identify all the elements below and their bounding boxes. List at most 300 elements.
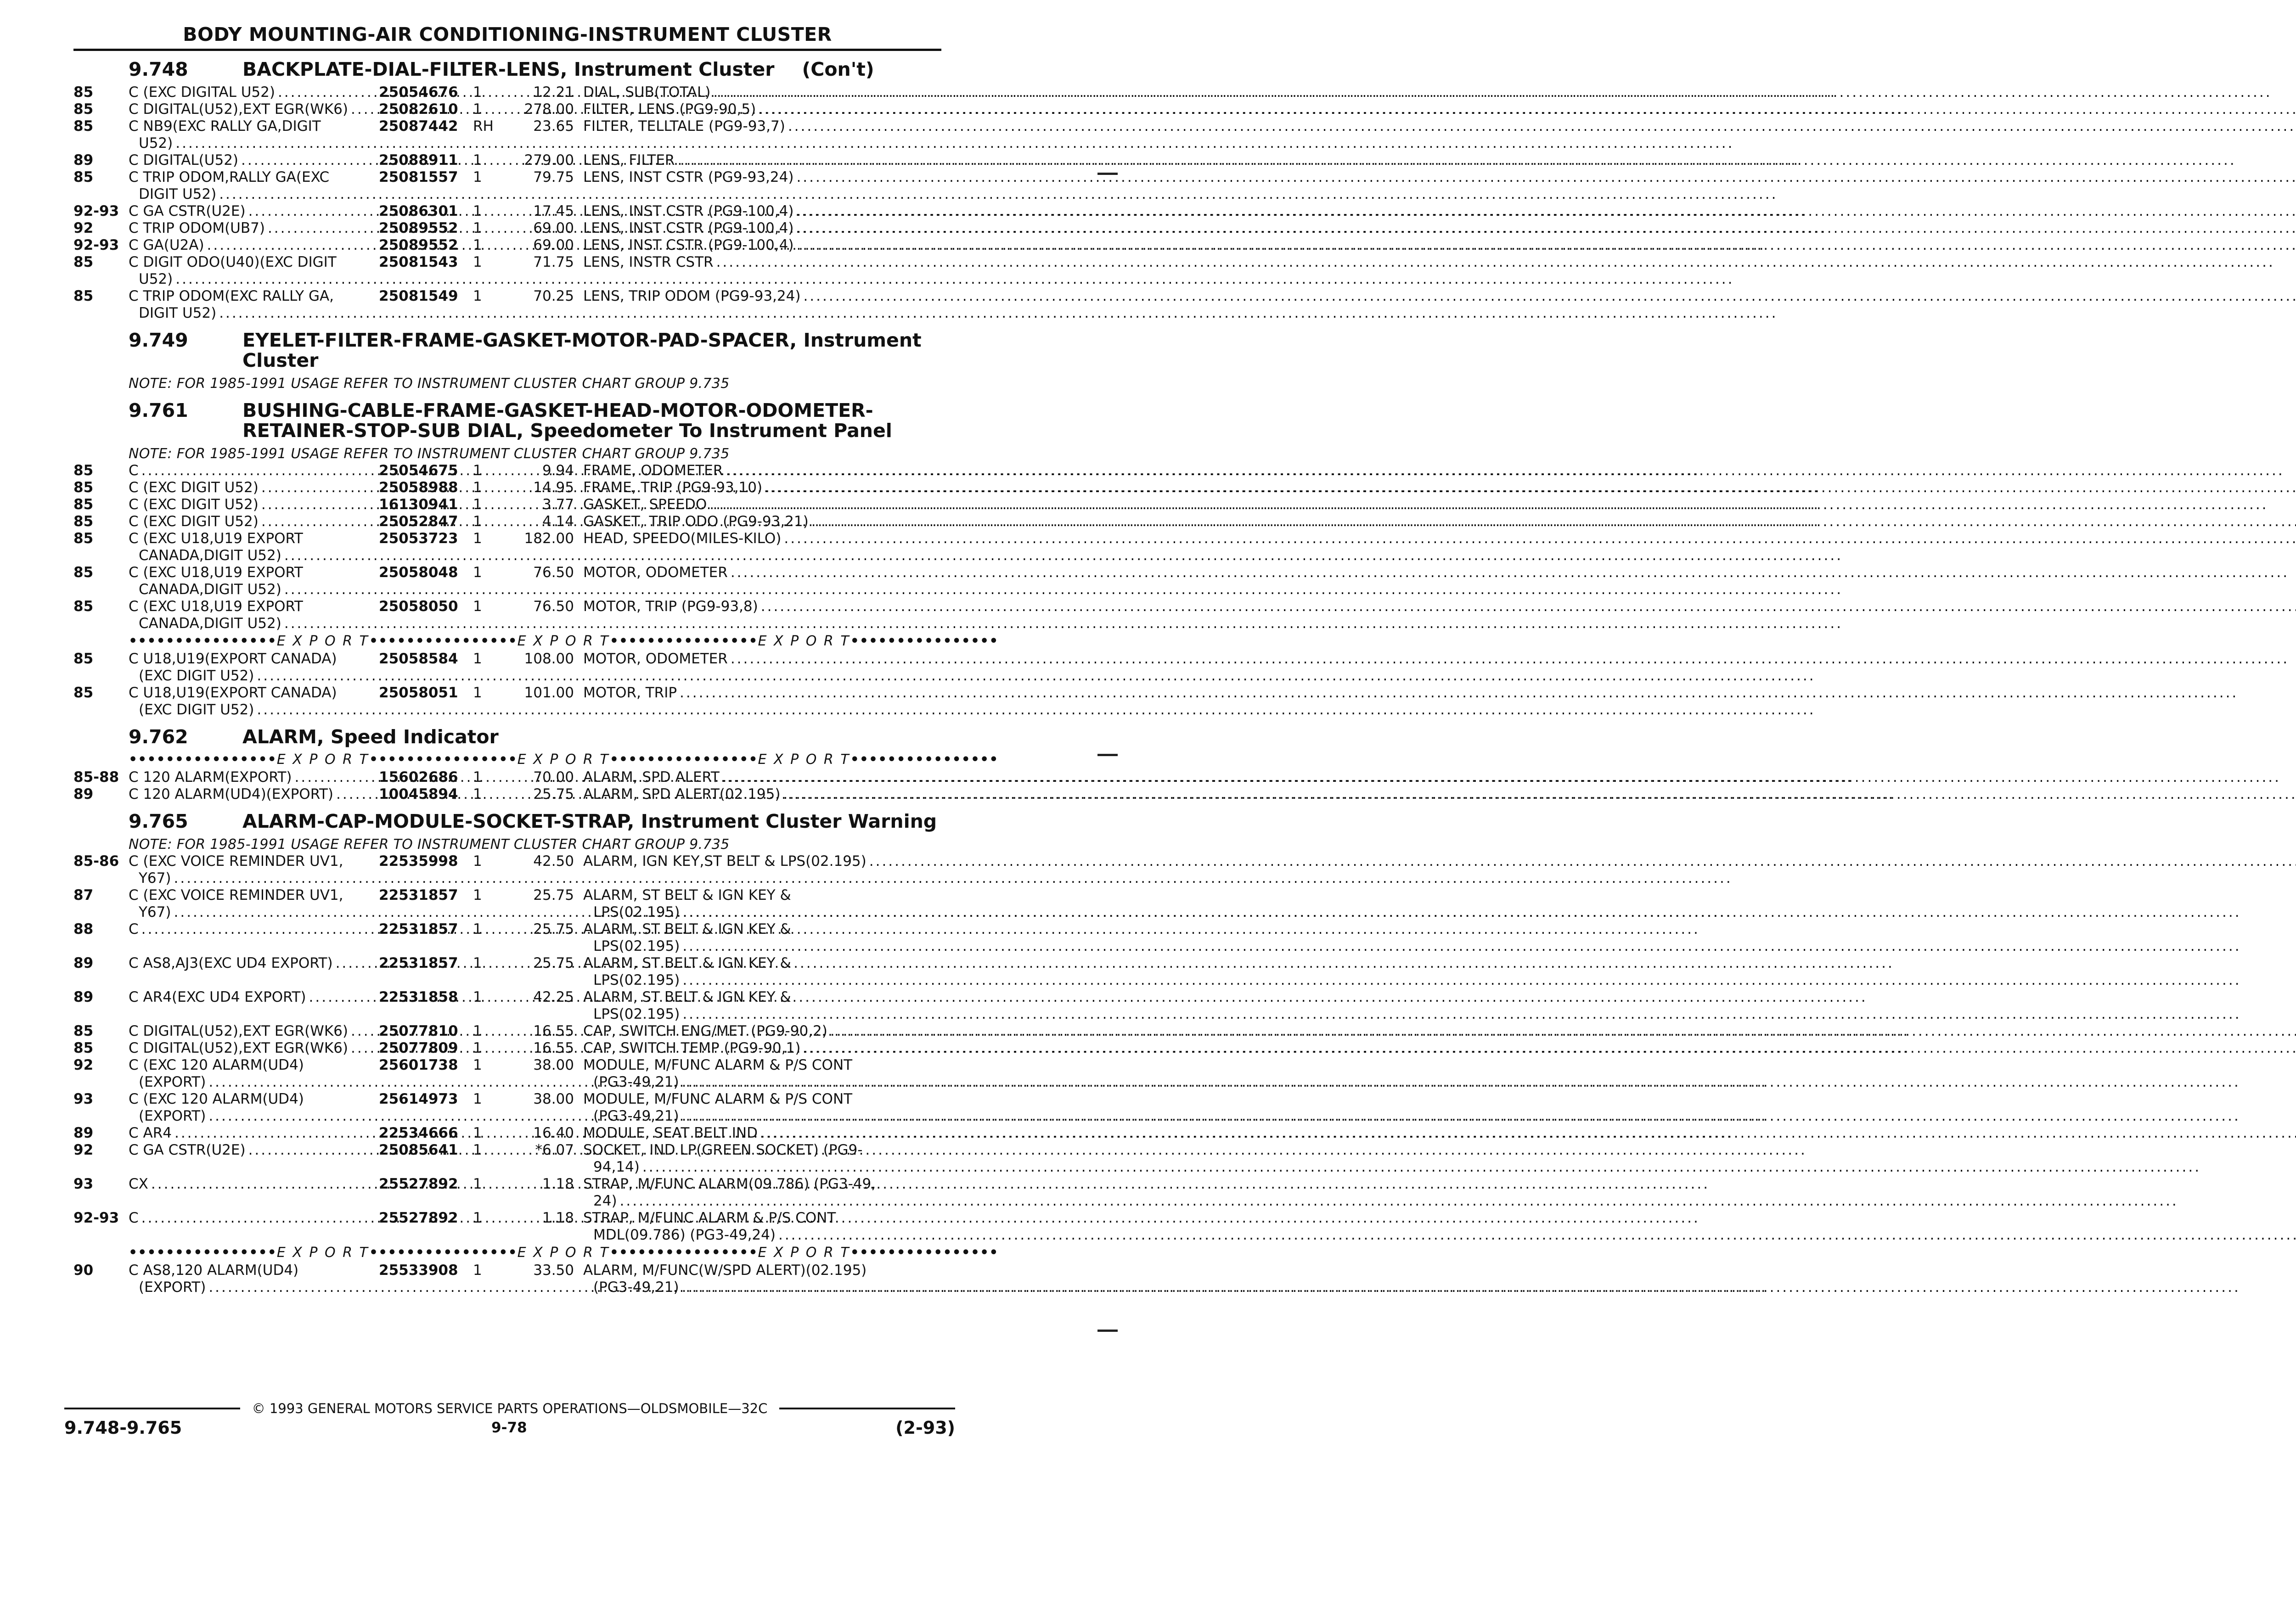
part-name (583, 1176, 2178, 1210)
part-name (583, 853, 2296, 887)
price: 9.94 (542, 462, 574, 479)
model-year: 85 (73, 101, 94, 118)
part-name-line (583, 1125, 2296, 1142)
leader-dots (811, 513, 2296, 530)
part-name-text: LPS(02.195) (593, 972, 680, 988)
section-title (242, 400, 946, 441)
usage-description (129, 254, 379, 288)
usage-line (129, 237, 379, 254)
part-name-line (583, 513, 2296, 530)
part-name-text: SOCKET, IND LP(GREEN SOCKET) (PG9- (583, 1142, 863, 1158)
model-year: 85 (73, 1040, 94, 1056)
part-name (583, 118, 2296, 152)
part-name-text: 24) (593, 1193, 617, 1209)
export-label: E X P O R T (517, 1245, 610, 1261)
model-year: 89 (73, 152, 94, 168)
part-number: 22531858 (379, 989, 458, 1005)
parts-row (73, 118, 946, 152)
part-name-line (583, 254, 2275, 271)
leader-dots (765, 479, 2296, 496)
price: 1.18 (542, 1210, 574, 1226)
usage-text: C TRIP ODOM(EXC RALLY GA, (129, 288, 334, 304)
part-number: 25085641 (379, 1142, 458, 1158)
usage-text: C GA(U2A) (129, 237, 204, 253)
price: 16.55 (533, 1023, 574, 1039)
usage-description (129, 84, 379, 101)
model-year: 85-88 (73, 769, 119, 786)
price: 70.00 (533, 769, 574, 786)
usage-line (129, 853, 379, 870)
usage-line (129, 1074, 379, 1091)
quantity: 1 (473, 651, 482, 667)
usage-description (129, 955, 379, 989)
part-name (583, 769, 2281, 786)
price: 25.75 (533, 786, 574, 802)
usage-line (129, 769, 379, 786)
part-number: 25086301 (379, 203, 458, 219)
part-name-line (583, 1176, 2178, 1193)
usage-text: C (EXC U18,U19 EXPORT (129, 564, 303, 581)
price: 42.50 (533, 853, 574, 870)
model-year: 92 (73, 1057, 94, 1073)
quantity: 1 (473, 203, 482, 219)
usage-line (129, 786, 379, 803)
part-name-text: (PG3-49,21) (593, 1074, 679, 1090)
part-name (583, 530, 2296, 564)
model-year: 85 (73, 254, 94, 270)
usage-line (129, 513, 379, 530)
section-heading (73, 811, 946, 831)
parts-row (73, 479, 946, 496)
part-name-text: 94,14) (593, 1159, 640, 1175)
leader-dots (716, 254, 2275, 271)
price: 69.00 (533, 237, 574, 253)
part-name-line (583, 1091, 2240, 1108)
parts-row (73, 564, 946, 598)
quantity: 1 (473, 955, 482, 971)
footer-page-number: 9-78 (491, 1420, 527, 1436)
usage-text: (EXPORT) (139, 1108, 206, 1124)
quantity: 1 (473, 921, 482, 937)
part-name-line (583, 1040, 2296, 1057)
parts-row (73, 1262, 946, 1296)
model-year: 85 (73, 564, 94, 581)
usage-description (129, 513, 379, 530)
leader-dots (722, 769, 2281, 786)
usage-line (129, 615, 379, 632)
parts-row (73, 169, 946, 203)
model-year: 85 (73, 1023, 94, 1039)
usage-description (129, 887, 379, 921)
export-stars: •••••••••••••••• (369, 633, 518, 649)
price: 4.14 (542, 513, 574, 530)
usage-description (129, 496, 379, 513)
margin-tick-mark (1097, 173, 1118, 175)
leader-dots (731, 564, 2289, 581)
part-name-text: MODULE, M/FUNC ALARM & P/S CONT (583, 1057, 853, 1073)
part-number: 25053723 (379, 530, 458, 547)
part-name-line (583, 651, 2289, 668)
parts-row (73, 101, 946, 118)
part-name-line (583, 989, 2241, 1006)
usage-text: C (EXC 120 ALARM(UD4) (129, 1057, 304, 1073)
price: 25.75 (533, 887, 574, 903)
usage-text: C (EXC DIGITAL U52) (129, 84, 275, 101)
section-number: 9.748 (129, 58, 188, 80)
export-label: E X P O R T (276, 1245, 369, 1261)
part-name-line (583, 938, 2241, 955)
parts-row (73, 1091, 946, 1125)
part-name-text: ALARM, ST BELT & IGN KEY & (583, 921, 791, 937)
section-heading (73, 59, 946, 79)
part-number: 25087442 (379, 118, 458, 135)
part-name-text: MOTOR, TRIP (PG9-93,8) (583, 598, 758, 615)
leader-dots (783, 786, 2296, 803)
section-note: NOTE: FOR 1985-1991 USAGE REFER TO INSTRUMENT CLUSTER CHART GROUP 9.735 (129, 446, 730, 462)
usage-text: C (EXC VOICE REMINDER UV1, (129, 853, 343, 870)
usage-line (129, 921, 379, 938)
part-name-line (583, 152, 2236, 169)
footer-section-range: 9.748-9.765 (64, 1418, 182, 1438)
part-name (583, 254, 2275, 288)
parts-row (73, 1142, 946, 1176)
usage-description (129, 1091, 379, 1125)
model-year: 89 (73, 1125, 94, 1141)
part-name (583, 1262, 2240, 1296)
leader-dots (869, 853, 2296, 870)
quantity: 1 (473, 84, 482, 101)
section-title-text: BUSHING-CABLE-FRAME-GASKET-HEAD-MOTOR-ODOMETER-RETAINER-STOP-SUB DIAL, Speedometer To Instrument Panel (242, 399, 892, 442)
usage-text: C AS8,120 ALARM(UD4) (129, 1262, 299, 1279)
part-name-text: FRAME, TRIP (PG9-93,10) (583, 479, 763, 496)
section-title-text: ALARM-CAP-MODULE-SOCKET-STRAP, Instrument Cluster Warning (242, 810, 937, 832)
part-name (583, 496, 2268, 513)
model-year: 90 (73, 1262, 94, 1279)
parts-row (73, 496, 946, 513)
price: 76.50 (533, 564, 574, 581)
export-divider (73, 752, 999, 768)
part-number: 25533908 (379, 1262, 458, 1279)
export-stars: •••••••••••••••• (850, 633, 999, 649)
usage-line (129, 462, 379, 479)
price: 79.75 (533, 169, 574, 185)
quantity: 1 (473, 152, 482, 168)
usage-line (129, 887, 379, 904)
quantity: 1 (473, 887, 482, 903)
usage-line (129, 685, 379, 701)
usage-description (129, 989, 379, 1023)
usage-text: (EXC DIGIT U52) (139, 701, 254, 718)
part-name-line (583, 955, 2241, 972)
part-name-line (583, 84, 2272, 101)
usage-text: C AR4 (129, 1125, 172, 1141)
price: 278.00 (524, 101, 574, 118)
leader-dots (682, 1006, 2241, 1023)
usage-text: C GA CSTR(U2E) (129, 1142, 246, 1158)
usage-line (129, 870, 379, 887)
usage-description (129, 152, 379, 169)
usage-text: C (EXC VOICE REMINDER UV1, (129, 887, 343, 903)
leader-dots (760, 1125, 2296, 1142)
part-name (583, 1057, 2240, 1091)
parts-row (73, 462, 946, 479)
usage-description (129, 1176, 379, 1210)
usage-text: C TRIP ODOM,RALLY GA(EXC (129, 169, 330, 185)
leader-dots (682, 972, 2241, 989)
usage-text: C (EXC DIGIT U52) (129, 479, 259, 496)
quantity: 1 (473, 1125, 482, 1141)
part-name-line (583, 1193, 2178, 1210)
parts-row (73, 887, 946, 921)
export-stars: •••••••••••••••• (850, 752, 999, 768)
section-heading (73, 330, 946, 370)
model-year: 87 (73, 887, 94, 903)
usage-text: C U18,U19(EXPORT CANADA) (129, 685, 337, 701)
parts-row (73, 598, 946, 632)
usage-text: C DIGITAL(U52) (129, 152, 239, 168)
leader-dots (713, 84, 2272, 101)
export-stars: •••••••••••••••• (609, 752, 758, 768)
usage-description (129, 921, 379, 955)
footer-rule-left (64, 1408, 240, 1409)
usage-text: C TRIP ODOM(UB7) (129, 220, 265, 236)
part-name-line (583, 1279, 2240, 1296)
price: 101.00 (524, 685, 574, 701)
quantity: 1 (473, 220, 482, 236)
usage-text: (EXC DIGIT U52) (139, 668, 254, 684)
section-note: NOTE: FOR 1985-1991 USAGE REFER TO INSTRUMENT CLUSTER CHART GROUP 9.735 (129, 836, 730, 853)
leader-dots (682, 938, 2241, 955)
usage-text: C (129, 921, 139, 937)
price: 25.75 (533, 955, 574, 971)
parts-row (73, 955, 946, 989)
export-divider (73, 1245, 999, 1261)
part-name (583, 685, 2238, 718)
part-name (583, 101, 2296, 118)
parts-row (73, 786, 946, 803)
footer-copyright-line (64, 1399, 955, 1418)
usage-line (129, 1279, 379, 1296)
usage-text: C DIGIT ODO(U40)(EXC DIGIT (129, 254, 337, 270)
usage-line (129, 169, 379, 186)
usage-description (129, 220, 379, 237)
quantity: 1 (473, 685, 482, 701)
parts-row (73, 288, 946, 322)
leader-dots (803, 1040, 2296, 1057)
part-name-text: (PG3-49,21) (593, 1279, 679, 1296)
part-name-line (583, 530, 2296, 547)
export-stars: •••••••••••••••• (850, 1245, 999, 1261)
export-stars: •••••••••••••••• (129, 752, 277, 768)
usage-description (129, 169, 379, 203)
section-note: NOTE: FOR 1985-1991 USAGE REFER TO INSTRUMENT CLUSTER CHART GROUP 9.735 (129, 376, 730, 392)
part-name-text: LPS(02.195) (593, 938, 680, 954)
part-number: 25077810 (379, 1023, 458, 1039)
part-name-line (583, 1227, 2296, 1244)
part-name-text: MODULE, SEAT BELT IND (583, 1125, 758, 1141)
section-title-text: EYELET-FILTER-FRAME-GASKET-MOTOR-PAD-SPACER, Instrument Cluster (242, 329, 922, 371)
part-name-line (583, 1108, 2240, 1125)
usage-line (129, 305, 379, 322)
usage-description (129, 1142, 379, 1176)
leader-dots (830, 1023, 2296, 1040)
part-name (583, 598, 2296, 632)
usage-line (129, 496, 379, 513)
part-number: 25088911 (379, 152, 458, 168)
usage-description (129, 786, 379, 803)
export-stars: •••••••••••••••• (369, 752, 518, 768)
part-name-text: MDL(09.786) (PG3-49,24) (593, 1227, 776, 1243)
leader-dots (759, 101, 2296, 118)
part-name-text: LENS, FILTER (583, 152, 675, 168)
part-name-line (583, 1006, 2241, 1023)
usage-line (129, 581, 379, 598)
model-year: 89 (73, 786, 94, 802)
quantity: 1 (473, 1262, 482, 1279)
part-name-line (583, 118, 2296, 135)
usage-line (129, 701, 379, 718)
model-year: 85 (73, 496, 94, 513)
model-year: 89 (73, 955, 94, 971)
usage-text: CANADA,DIGIT U52) (139, 581, 281, 598)
price: 33.50 (533, 1262, 574, 1279)
usage-line (129, 668, 379, 685)
part-name-line (583, 169, 2296, 186)
export-stars: •••••••••••••••• (129, 1245, 277, 1261)
parts-row (73, 84, 946, 101)
part-name-line (583, 288, 2296, 305)
part-name (583, 152, 2236, 169)
quantity: 1 (473, 853, 482, 870)
quantity: 1 (473, 769, 482, 786)
leader-dots (796, 169, 2296, 186)
usage-text: C (EXC DIGIT U52) (129, 513, 259, 530)
sections-container (73, 58, 999, 1296)
part-name-text: MOTOR, ODOMETER (583, 564, 728, 581)
leader-dots (731, 651, 2289, 668)
part-name-line (583, 101, 2296, 118)
usage-text: C (EXC DIGIT U52) (129, 496, 259, 513)
quantity: 1 (473, 989, 482, 1005)
leader-dots (682, 904, 2241, 921)
section-title (242, 727, 946, 747)
part-number: 10045894 (379, 786, 458, 802)
part-name-text: DIAL, SUB(TOTAL) (583, 84, 711, 101)
part-name-text: (PG3-49,21) (593, 1108, 679, 1124)
usage-line (129, 203, 379, 220)
export-label: E X P O R T (758, 633, 850, 649)
price: 14.95 (533, 479, 574, 496)
usage-text: (EXPORT) (139, 1074, 206, 1090)
price: 16.40 (533, 1125, 574, 1141)
quantity: 1 (473, 1091, 482, 1107)
price: 12.21 (533, 84, 574, 101)
part-name-text: MOTOR, TRIP (583, 685, 677, 701)
parts-row (73, 853, 946, 887)
model-year: 85 (73, 84, 94, 101)
part-name (583, 651, 2289, 685)
usage-line (129, 1176, 379, 1193)
price: 17.45 (533, 203, 574, 219)
usage-line (129, 271, 379, 288)
leader-dots (761, 598, 2296, 615)
parts-row (73, 989, 946, 1023)
part-name-line (583, 887, 2241, 904)
usage-text: C AR4(EXC UD4 EXPORT) (129, 989, 306, 1005)
quantity: 1 (473, 598, 482, 615)
section-title (242, 811, 946, 831)
price: 1.18 (542, 1176, 574, 1192)
usage-description (129, 203, 379, 220)
part-name (583, 462, 2285, 479)
part-name-line (583, 564, 2289, 581)
usage-line (129, 530, 379, 547)
usage-text: C 120 ALARM(EXPORT) (129, 769, 292, 786)
export-label: E X P O R T (758, 1245, 850, 1261)
usage-text: CANADA,DIGIT U52) (139, 615, 281, 632)
model-year: 85 (73, 169, 94, 185)
part-name (583, 1091, 2240, 1125)
part-name (583, 564, 2289, 598)
usage-text: C DIGITAL(U52),EXT EGR(WK6) (129, 101, 348, 118)
model-year: 85 (73, 685, 94, 701)
part-number: 25058050 (379, 598, 458, 615)
usage-line (129, 547, 379, 564)
part-number: 25052847 (379, 513, 458, 530)
price: 3.77 (542, 496, 574, 513)
usage-line (129, 1023, 379, 1040)
usage-text: (EXPORT) (139, 1279, 206, 1296)
usage-text: C GA CSTR(U2E) (129, 203, 246, 219)
part-name-text: ALARM, ST BELT & IGN KEY & (583, 955, 791, 971)
usage-description (129, 769, 379, 786)
quantity: 1 (473, 530, 482, 547)
usage-text: U52) (139, 135, 173, 152)
part-name-text: LENS, INSTR CSTR (583, 254, 714, 270)
parts-row (73, 237, 946, 254)
usage-line (129, 135, 379, 152)
usage-description (129, 1125, 379, 1142)
leader-dots (803, 288, 2296, 305)
price: 182.00 (524, 530, 574, 547)
part-name-text: FILTER, TELLTALE (PG9-93,7) (583, 118, 785, 135)
export-divider (73, 633, 999, 650)
quantity: 1 (473, 786, 482, 802)
price: 76.50 (533, 598, 574, 615)
usage-description (129, 853, 379, 887)
parts-row (73, 1040, 946, 1057)
parts-row (73, 513, 946, 530)
usage-description (129, 288, 379, 322)
model-year: 92-93 (73, 237, 119, 253)
part-name-line (583, 685, 2238, 701)
part-name-text: LENS, INST CSTR (PG9-100,4) (583, 220, 794, 236)
part-name (583, 1210, 2296, 1244)
export-label: E X P O R T (276, 633, 369, 649)
quantity: 1 (473, 462, 482, 479)
usage-description (129, 1210, 379, 1244)
part-name-line (583, 237, 2296, 254)
price: 42.25 (533, 989, 574, 1005)
usage-text: C DIGITAL(U52),EXT EGR(WK6) (129, 1023, 348, 1039)
usage-description (129, 1057, 379, 1091)
price: *6.07 (535, 1142, 574, 1158)
usage-text: C DIGITAL(U52),EXT EGR(WK6) (129, 1040, 348, 1056)
export-label: E X P O R T (517, 633, 610, 649)
part-number: 25527892 (379, 1210, 458, 1226)
usage-text: C NB9(EXC RALLY GA,DIGIT (129, 118, 321, 135)
model-year: 93 (73, 1091, 94, 1107)
